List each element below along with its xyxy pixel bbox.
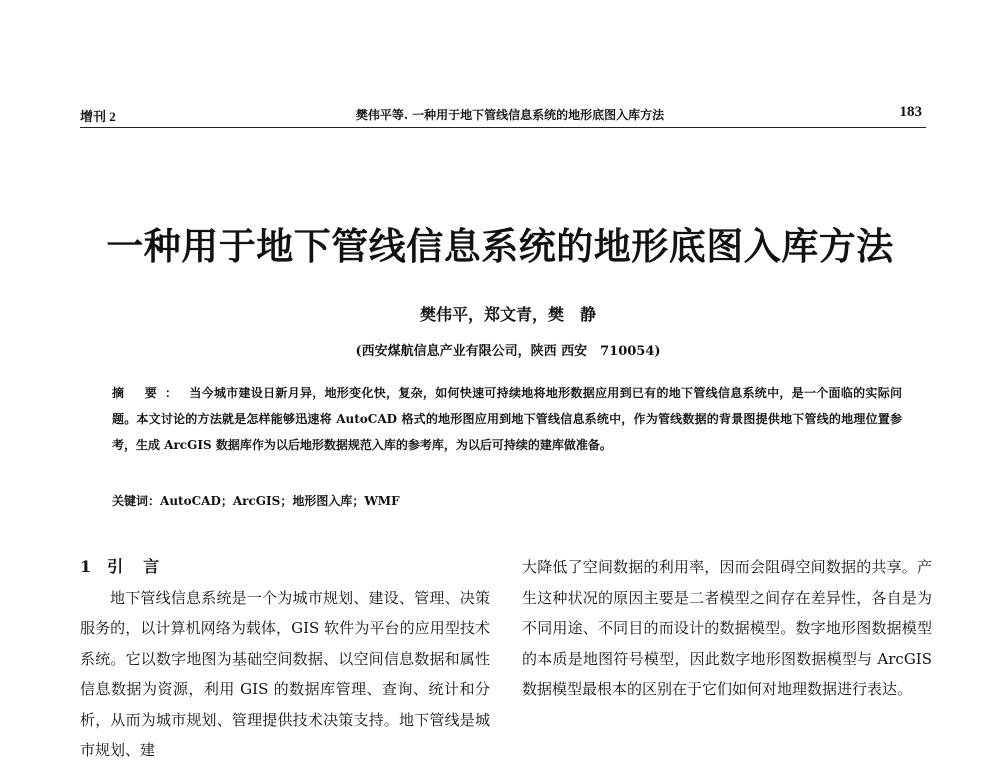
abstract-block — [112, 380, 902, 458]
section-number: 1 — [80, 557, 94, 576]
running-header-issue: 增刊 2 — [80, 109, 116, 124]
keywords-block — [112, 492, 902, 509]
paper-affiliation: (西安煤航信息产业有限公司，陕西 西安 710054) — [355, 344, 661, 359]
section-title-char-1: 引 — [107, 557, 126, 576]
right-column — [522, 552, 932, 705]
section-title-char-2: 言 — [143, 557, 162, 576]
intro-paragraph-right: 大降低了空间数据的利用率，因而会阻碍空间数据的共享。产生这种状况的原因主要是二者模型之间存在差异性，各自是为不同用途、不同目的而设计的数据模型。数字地形图数据模型的本质是地图符号模型，因此数字地形图数据模型与 ArcGIS 数据模型最根本的区别在于它们如何对地理数据进行表达。 — [522, 558, 932, 698]
intro-paragraph-left: 地下管线信息系统是一个为城市规划、建设、管理、决策服务的，以计算机网络为载体，GIS 软件为平台的应用型技术系统。它以数字地图为基础空间数据、以空间信息数据和属性信息数据为资源，利用 GIS 的数据库管理、查询、统计和分析，从而为城市规划、管理提供技术决策支持。地下管线是城市规划、建 — [80, 588, 490, 759]
paper-authors: 樊伟平，郑文青，樊 静 — [419, 305, 596, 324]
keywords-text: AutoCAD；ArcGIS；地形图入库；WMF — [160, 494, 400, 508]
left-column — [80, 552, 490, 766]
keywords-label: 关键词： — [112, 494, 161, 508]
running-header-title: 樊伟平等. 一种用于地下管线信息系统的地形底图入库方法 — [355, 108, 665, 122]
abstract-text: 当今城市建设日新月异，地形变化快，复杂，如何快速可持续地将地形数据应用到已有的地下管线信息系统中，是一个面临的实际问题。本文讨论的方法就是怎样能够迅速将 AutoCAD 格式的地形图应用到地下管线信息系统中，作为管线数据的背景图提供地下管线的地理位置参考，生成 ArcGIS 数据库作为以后地形数据规范入库的参考库，为以后可持续的建库做准备。 — [112, 386, 902, 452]
paper-title: 一种用于地下管线信息系统的地形底图入库方法 — [106, 224, 894, 268]
page-number: 183 — [899, 104, 922, 120]
header-rule — [80, 127, 926, 128]
section-heading — [80, 552, 490, 583]
abstract-label: 摘 要： — [112, 386, 186, 400]
